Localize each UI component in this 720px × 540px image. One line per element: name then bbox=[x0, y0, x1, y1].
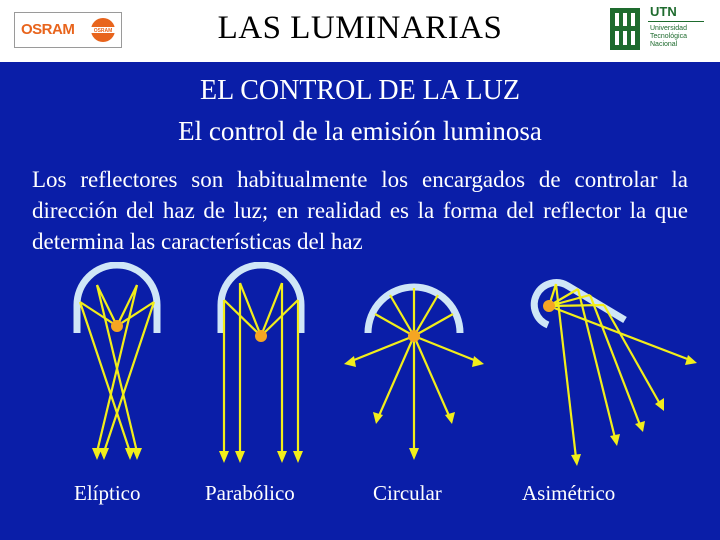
subtitle: El control de la emisión luminosa bbox=[178, 116, 542, 146]
utn-logo-abbr: UTN bbox=[650, 4, 677, 19]
header-title: LAS LUMINARIAS bbox=[217, 10, 503, 46]
osram-logo-text: OSRAM bbox=[21, 21, 75, 38]
elliptic-reflector bbox=[77, 265, 157, 460]
elliptic-rays bbox=[80, 285, 154, 452]
osram-bulb-text: OSRAM bbox=[93, 28, 113, 34]
asymmetric-reflector bbox=[534, 283, 697, 466]
parabolic-rays bbox=[224, 283, 298, 455]
header-bar bbox=[0, 0, 720, 62]
utn-logo-line: Universidad bbox=[650, 25, 687, 32]
parabolic-lamp bbox=[255, 330, 267, 342]
circular-rays bbox=[349, 288, 479, 452]
utn-logo-line: Tecnológica bbox=[650, 33, 687, 40]
label-parabolico: Parabólico bbox=[205, 481, 295, 505]
parabolic-reflector bbox=[219, 265, 303, 463]
asymmetric-rays bbox=[549, 284, 690, 458]
label-eliptico: Elíptico bbox=[74, 481, 141, 505]
utn-logo-line: Nacional bbox=[650, 41, 678, 48]
description-paragraph: Los reflectores son habitualmente los encargados de controlar la dirección del haz de luz; en realidad es la forma del reflector la que determina las características del haz bbox=[32, 167, 688, 254]
circular-lamp bbox=[408, 330, 420, 342]
label-asimetrico: Asimétrico bbox=[522, 481, 616, 505]
elliptic-lamp bbox=[111, 320, 123, 332]
section-title: EL CONTROL DE LA LUZ bbox=[200, 75, 520, 106]
reflector-diagram bbox=[0, 262, 720, 492]
asymmetric-lamp bbox=[543, 300, 555, 312]
utn-logo bbox=[648, 4, 708, 52]
utn-logo-divider bbox=[648, 21, 704, 22]
utn-shield-icon bbox=[606, 4, 644, 54]
circular-reflector bbox=[344, 287, 484, 460]
label-circular: Circular bbox=[373, 481, 442, 505]
